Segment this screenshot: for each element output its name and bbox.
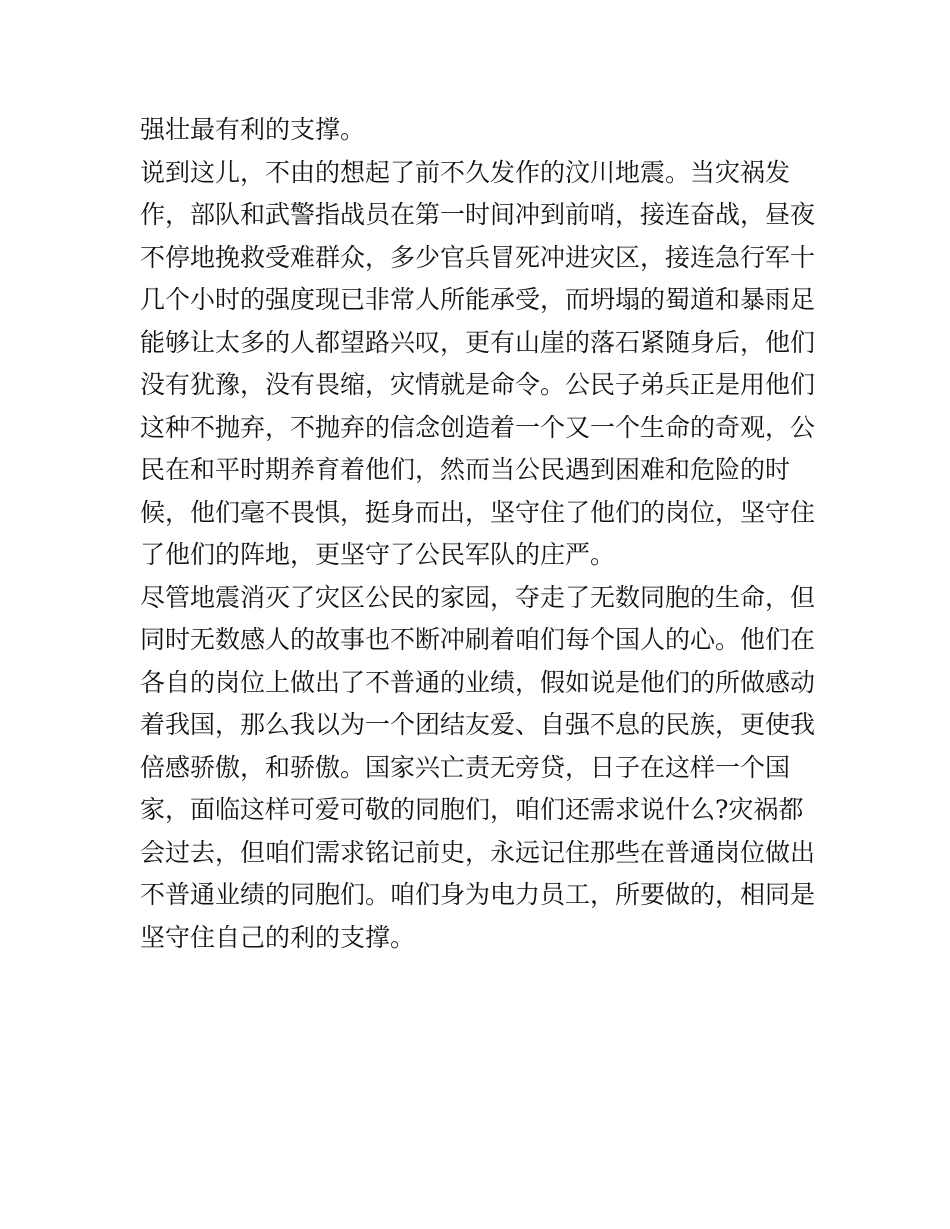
text-line: 民在和平时期养育着他们，然而当公民遇到困难和危险的时 bbox=[140, 455, 791, 484]
text-line: 能够让太多的人都望路兴叹，更有山崖的落石紧随身后，他们 bbox=[140, 327, 816, 357]
text-line: 着我国，那么我以为一个团结友爱、自强不息的民族，更使我 bbox=[140, 710, 816, 739]
text-line: 这种不抛弃，不抛弃的信念创造着一个又一个生命的奇观，公 bbox=[140, 412, 816, 442]
text-line: 不普通业绩的同胞们。咱们身为电力员工，所要做的，相同是 bbox=[140, 880, 816, 909]
text-line: 同时无数感人的故事也不断冲刷着咱们每个国人的心。他们在 bbox=[140, 625, 816, 654]
text-line: 说到这儿，不由的想起了前不久发作的汶川地震。当灾祸发 bbox=[140, 157, 791, 187]
text-line: 不停地挽救受难群众，多少官兵冒死冲进灾区，接连急行军十 bbox=[140, 242, 816, 272]
text-line: 没有犹豫，没有畏缩，灾情就是命令。公民子弟兵正是用他们 bbox=[140, 370, 816, 399]
text-line: 倍感骄傲，和骄傲。国家兴亡责无旁贷，日子在这样一个国 bbox=[140, 752, 791, 782]
text-line: 会过去，但咱们需求铭记前史，永远记住那些在普通岗位做出 bbox=[140, 837, 816, 867]
body-text bbox=[140, 109, 820, 959]
text-line: 家，面临这样可爱可敬的同胞们，咱们还需求说什么?灾祸都 bbox=[140, 795, 804, 824]
text-line: 尽管地震消灭了灾区公民的家园，夺走了无数同胞的生命，但 bbox=[140, 582, 816, 612]
text-line: 候，他们毫不畏惧，挺身而出，坚守住了他们的岗位，坚守住 bbox=[140, 497, 816, 527]
text-line: 作，部队和武警指战员在第一时间冲到前哨，接连奋战，昼夜 bbox=[140, 200, 816, 229]
text-line: 各自的岗位上做出了不普通的业绩，假如说是他们的所做感动 bbox=[140, 667, 816, 697]
text-line: 强壮最有利的支撑。 bbox=[140, 115, 366, 144]
text-line: 坚守住自己的利的支撑。 bbox=[140, 922, 416, 952]
text-line: 几个小时的强度现已非常人所能承受，而坍塌的蜀道和暴雨足 bbox=[140, 285, 816, 314]
text-line: 了他们的阵地，更坚守了公民军队的庄严。 bbox=[140, 540, 616, 569]
